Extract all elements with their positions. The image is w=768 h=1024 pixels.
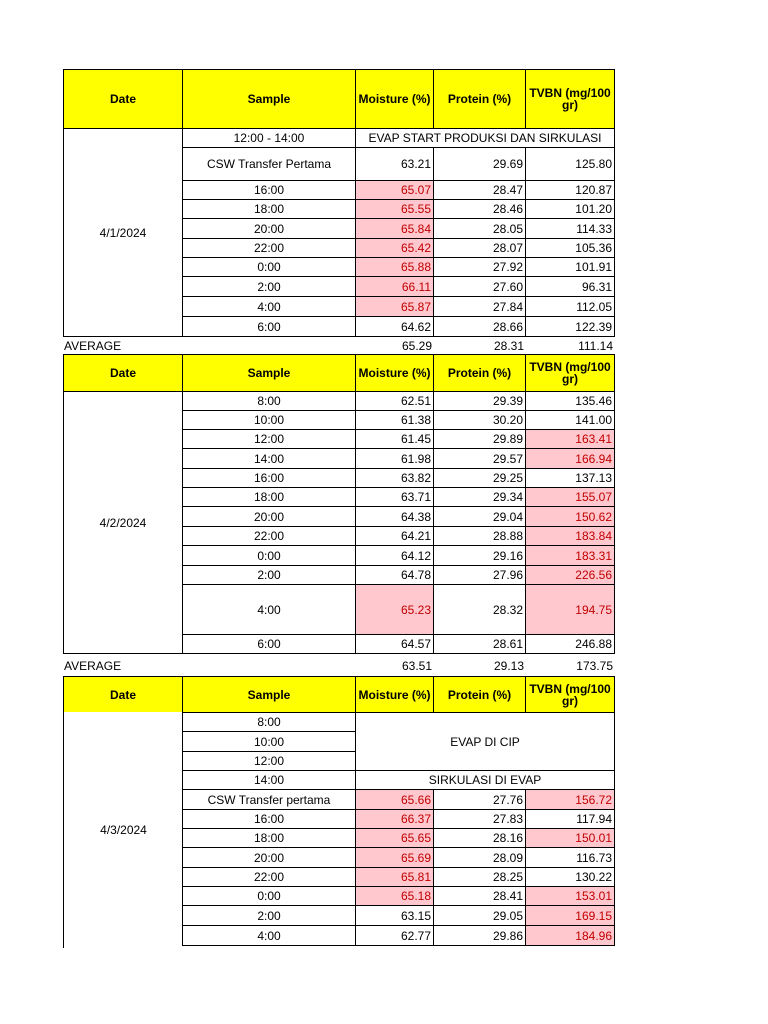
protein-cell[interactable]: 28.46 (433, 199, 526, 219)
protein-cell[interactable]: 29.57 (433, 448, 526, 469)
protein-cell[interactable]: 30.20 (433, 410, 526, 430)
protein-cell[interactable]: 28.41 (433, 886, 526, 906)
moisture-cell[interactable]: 65.07 (355, 180, 434, 200)
protein-cell[interactable]: 27.92 (433, 257, 526, 277)
tvbn-cell[interactable]: 155.07 (525, 487, 615, 507)
tvbn-cell[interactable]: 183.84 (525, 526, 615, 546)
tvbn-cell[interactable]: 226.56 (525, 565, 615, 585)
moisture-cell[interactable]: 62.51 (355, 391, 434, 411)
protein-cell[interactable]: 29.69 (433, 147, 526, 181)
sample-cell[interactable]: 20:00 (182, 218, 356, 239)
moisture-cell[interactable]: 65.81 (355, 867, 434, 887)
tvbn-cell[interactable]: 166.94 (525, 448, 615, 469)
header-protein[interactable]: Protein (%) (433, 69, 526, 129)
sample-cell[interactable]: 16:00 (182, 180, 356, 200)
header-sample[interactable]: Sample (182, 676, 356, 713)
sample-cell[interactable]: 18:00 (182, 828, 356, 848)
protein-cell[interactable]: 28.05 (433, 218, 526, 239)
sample-cell[interactable]: 10:00 (182, 731, 356, 752)
sample-cell[interactable]: 6:00 (182, 316, 356, 337)
tvbn-cell[interactable]: 163.41 (525, 429, 615, 449)
moisture-cell[interactable]: 65.65 (355, 828, 434, 848)
sample-cell[interactable]: 10:00 (182, 410, 356, 430)
sample-cell[interactable]: 22:00 (182, 526, 356, 546)
header-date[interactable]: Date (63, 354, 183, 392)
moisture-cell[interactable]: 61.98 (355, 448, 434, 469)
average-label[interactable]: AVERAGE (64, 659, 122, 673)
header-moisture[interactable]: Moisture (%) (355, 354, 434, 392)
tvbn-cell[interactable]: 153.01 (525, 886, 615, 906)
moisture-cell[interactable]: 64.62 (355, 316, 434, 337)
moisture-cell[interactable]: 65.88 (355, 257, 434, 277)
protein-cell[interactable]: 28.61 (433, 634, 526, 654)
tvbn-cell[interactable]: 194.75 (525, 584, 615, 635)
moisture-cell[interactable]: 61.38 (355, 410, 434, 430)
protein-cell[interactable]: 29.05 (433, 905, 526, 926)
moisture-cell[interactable]: 63.21 (355, 147, 434, 181)
sample-cell[interactable]: 0:00 (182, 545, 356, 566)
sample-cell[interactable]: 0:00 (182, 257, 356, 277)
sample-cell[interactable]: 16:00 (182, 468, 356, 488)
sample-cell[interactable]: 12:00 (182, 429, 356, 449)
protein-cell[interactable]: 28.16 (433, 828, 526, 848)
header-date[interactable]: Date (63, 69, 183, 129)
header-date[interactable]: Date (63, 676, 183, 713)
sample-cell[interactable]: 8:00 (182, 712, 356, 732)
average-tvbn[interactable]: 111.14 (578, 339, 613, 353)
note-cell[interactable]: SIRKULASI DI EVAP (355, 770, 615, 790)
header-tvbn[interactable]: TVBN (mg/100 gr) (525, 676, 615, 713)
sample-cell[interactable]: 22:00 (182, 867, 356, 887)
average-protein[interactable]: 28.31 (493, 339, 524, 353)
moisture-cell[interactable]: 64.78 (355, 565, 434, 585)
protein-cell[interactable]: 29.25 (433, 468, 526, 488)
tvbn-cell[interactable]: 112.05 (525, 296, 615, 317)
average-moisture[interactable]: 65.29 (401, 339, 432, 353)
sample-cell[interactable]: 18:00 (182, 199, 356, 219)
moisture-cell[interactable]: 65.55 (355, 199, 434, 219)
header-protein[interactable]: Protein (%) (433, 354, 526, 392)
tvbn-cell[interactable]: 246.88 (525, 634, 615, 654)
tvbn-cell[interactable]: 135.46 (525, 391, 615, 411)
tvbn-cell[interactable]: 130.22 (525, 867, 615, 887)
protein-cell[interactable]: 29.86 (433, 925, 526, 946)
sample-cell[interactable]: 20:00 (182, 847, 356, 868)
sample-cell[interactable]: 12:00 (182, 751, 356, 771)
date-cell[interactable]: 4/1/2024 (63, 128, 183, 337)
header-tvbn[interactable]: TVBN (mg/100 gr) (525, 354, 615, 392)
tvbn-cell[interactable]: 137.13 (525, 468, 615, 488)
moisture-cell[interactable]: 63.82 (355, 468, 434, 488)
tvbn-cell[interactable]: 101.91 (525, 257, 615, 277)
sample-cell[interactable]: 22:00 (182, 238, 356, 258)
protein-cell[interactable]: 27.83 (433, 809, 526, 829)
moisture-cell[interactable]: 65.18 (355, 886, 434, 906)
protein-cell[interactable]: 28.25 (433, 867, 526, 887)
tvbn-cell[interactable]: 141.00 (525, 410, 615, 430)
protein-cell[interactable]: 27.76 (433, 789, 526, 810)
sample-cell[interactable]: 16:00 (182, 809, 356, 829)
header-moisture[interactable]: Moisture (%) (355, 676, 434, 713)
header-sample[interactable]: Sample (182, 69, 356, 129)
protein-cell[interactable]: 28.88 (433, 526, 526, 546)
tvbn-cell[interactable]: 150.01 (525, 828, 615, 848)
sample-cell[interactable]: 14:00 (182, 448, 356, 469)
date-cell[interactable]: 4/2/2024 (63, 391, 183, 654)
tvbn-cell[interactable]: 114.33 (525, 218, 615, 239)
date-cell[interactable]: 4/3/2024 (63, 712, 183, 948)
moisture-cell[interactable]: 62.77 (355, 925, 434, 946)
header-sample[interactable]: Sample (182, 354, 356, 392)
moisture-cell[interactable]: 63.71 (355, 487, 434, 507)
tvbn-cell[interactable]: 183.31 (525, 545, 615, 566)
sample-cell[interactable]: CSW Transfer pertama (182, 789, 356, 810)
sample-cell[interactable]: CSW Transfer Pertama (182, 147, 356, 181)
average-label[interactable]: AVERAGE (64, 339, 122, 353)
moisture-cell[interactable]: 65.87 (355, 296, 434, 317)
protein-cell[interactable]: 29.04 (433, 506, 526, 527)
protein-cell[interactable]: 29.89 (433, 429, 526, 449)
tvbn-cell[interactable]: 184.96 (525, 925, 615, 946)
tvbn-cell[interactable]: 122.39 (525, 316, 615, 337)
moisture-cell[interactable]: 64.21 (355, 526, 434, 546)
sample-cell[interactable]: 4:00 (182, 296, 356, 317)
header-tvbn[interactable]: TVBN (mg/100 gr) (525, 69, 615, 129)
sample-cell[interactable]: 0:00 (182, 886, 356, 906)
average-moisture[interactable]: 63.51 (401, 659, 432, 673)
moisture-cell[interactable]: 65.42 (355, 238, 434, 258)
tvbn-cell[interactable]: 105.36 (525, 238, 615, 258)
moisture-cell[interactable]: 64.57 (355, 634, 434, 654)
sample-cell[interactable]: 18:00 (182, 487, 356, 507)
moisture-cell[interactable]: 61.45 (355, 429, 434, 449)
note-cell[interactable]: EVAP START PRODUKSI DAN SIRKULASI (355, 128, 615, 148)
moisture-cell[interactable]: 64.12 (355, 545, 434, 566)
protein-cell[interactable]: 27.96 (433, 565, 526, 585)
protein-cell[interactable]: 27.84 (433, 296, 526, 317)
tvbn-cell[interactable]: 117.94 (525, 809, 615, 829)
protein-cell[interactable]: 28.32 (433, 584, 526, 635)
average-protein[interactable]: 29.13 (493, 659, 524, 673)
protein-cell[interactable]: 28.09 (433, 847, 526, 868)
sample-cell[interactable]: 4:00 (182, 925, 356, 946)
protein-cell[interactable]: 28.07 (433, 238, 526, 258)
header-protein[interactable]: Protein (%) (433, 676, 526, 713)
tvbn-cell[interactable]: 116.73 (525, 847, 615, 868)
tvbn-cell[interactable]: 120.87 (525, 180, 615, 200)
tvbn-cell[interactable]: 96.31 (525, 276, 615, 297)
moisture-cell[interactable]: 65.23 (355, 584, 434, 635)
sample-cell[interactable]: 2:00 (182, 565, 356, 585)
moisture-cell[interactable]: 64.38 (355, 506, 434, 527)
sample-cell[interactable]: 20:00 (182, 506, 356, 527)
moisture-cell[interactable]: 65.69 (355, 847, 434, 868)
tvbn-cell[interactable]: 169.15 (525, 905, 615, 926)
tvbn-cell[interactable]: 150.62 (525, 506, 615, 527)
tvbn-cell[interactable]: 101.20 (525, 199, 615, 219)
sample-cell[interactable]: 14:00 (182, 770, 356, 790)
sample-cell[interactable]: 2:00 (182, 276, 356, 297)
moisture-cell[interactable]: 66.11 (355, 276, 434, 297)
moisture-cell[interactable]: 65.84 (355, 218, 434, 239)
sample-cell[interactable]: 8:00 (182, 391, 356, 411)
moisture-cell[interactable]: 63.15 (355, 905, 434, 926)
moisture-cell[interactable]: 65.66 (355, 789, 434, 810)
sample-cell[interactable]: 6:00 (182, 634, 356, 654)
protein-cell[interactable]: 28.66 (433, 316, 526, 337)
moisture-cell[interactable]: 66.37 (355, 809, 434, 829)
sample-cell[interactable]: 2:00 (182, 905, 356, 926)
note-cell[interactable]: EVAP DI CIP (355, 712, 615, 771)
tvbn-cell[interactable]: 125.80 (525, 147, 615, 181)
average-tvbn[interactable]: 173.75 (576, 659, 613, 673)
protein-cell[interactable]: 29.39 (433, 391, 526, 411)
protein-cell[interactable]: 29.34 (433, 487, 526, 507)
sample-cell[interactable]: 12:00 - 14:00 (182, 128, 356, 148)
sample-cell[interactable]: 4:00 (182, 584, 356, 635)
protein-cell[interactable]: 27.60 (433, 276, 526, 297)
protein-cell[interactable]: 28.47 (433, 180, 526, 200)
tvbn-cell[interactable]: 156.72 (525, 789, 615, 810)
protein-cell[interactable]: 29.16 (433, 545, 526, 566)
header-moisture[interactable]: Moisture (%) (355, 69, 434, 129)
